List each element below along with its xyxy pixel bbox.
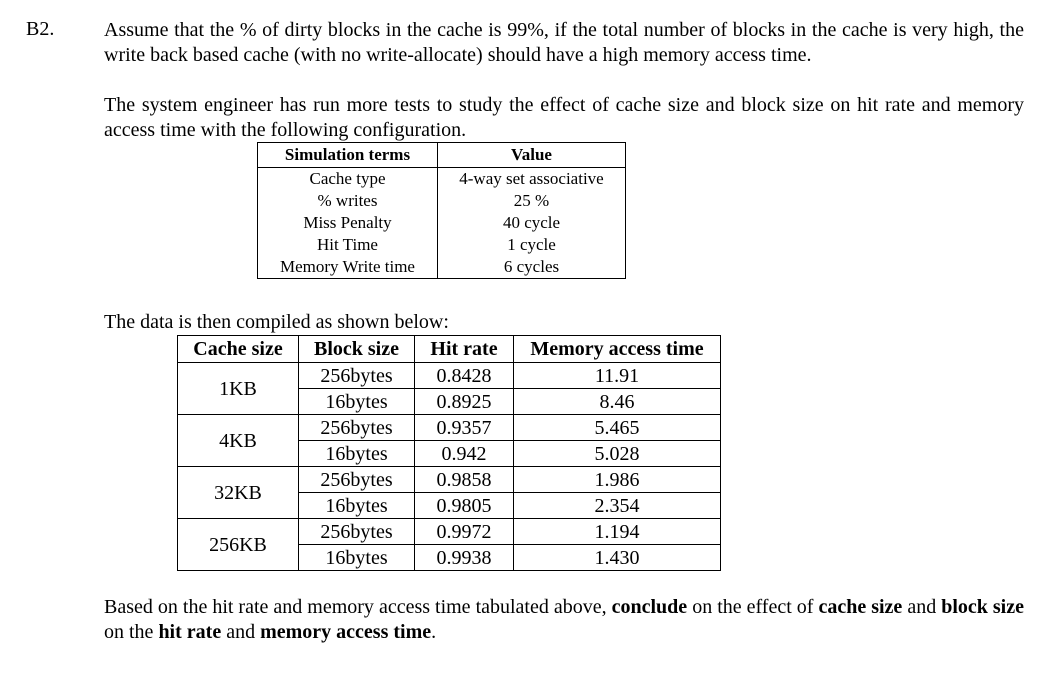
config-header-value: Value [438, 143, 626, 168]
memory-access-time-cell: 1.986 [514, 467, 721, 493]
block-size-cell: 256bytes [299, 415, 415, 441]
block-size-cell: 256bytes [299, 467, 415, 493]
conclusion-prompt [104, 595, 1024, 645]
config-row [258, 212, 626, 234]
conclusion-emphasis: hit rate [158, 621, 222, 643]
block-size-cell: 16bytes [299, 493, 415, 519]
conclusion-text: . [431, 621, 437, 643]
cache-size-cell: 32KB [178, 467, 299, 519]
table-row [178, 415, 721, 441]
hit-rate-cell: 0.9357 [415, 415, 514, 441]
block-size-cell: 256bytes [299, 519, 415, 545]
question-statement: Assume that the % of dirty blocks in the cache is 99%, if the total number of blocks in the cache is very high, the write back based cache (with no write-allocate) should have a high memory access time. [104, 19, 1024, 66]
conclusion-text: on the [104, 621, 159, 643]
config-value: 40 cycle [438, 212, 626, 234]
hit-rate-cell: 0.942 [415, 441, 514, 467]
config-value: 4-way set associative [438, 168, 626, 191]
config-value: 1 cycle [438, 234, 626, 256]
config-row [258, 234, 626, 256]
table-row [178, 467, 721, 493]
memory-access-time-cell: 2.354 [514, 493, 721, 519]
config-term: % writes [258, 190, 438, 212]
memory-access-time-cell: 1.194 [514, 519, 721, 545]
conclusion-text: and [221, 621, 261, 643]
data-intro: The data is then compiled as shown below: [104, 311, 449, 333]
header-block-size: Block size [299, 336, 415, 363]
cache-size-cell: 1KB [178, 363, 299, 415]
conclusion-emphasis: cache size [818, 596, 903, 618]
config-term: Hit Time [258, 234, 438, 256]
configuration-intro: The system engineer has run more tests to study the effect of cache size and block size on hit rate and memory access time with the following configuration. [104, 94, 1024, 141]
memory-access-time-cell: 8.46 [514, 389, 721, 415]
header-memory-access-time: Memory access time [514, 336, 721, 363]
memory-access-time-cell: 5.028 [514, 441, 721, 467]
hit-rate-cell: 0.8428 [415, 363, 514, 389]
config-header-row [258, 143, 626, 168]
config-value: 25 % [438, 190, 626, 212]
conclusion-text: and [902, 596, 942, 618]
config-term: Miss Penalty [258, 212, 438, 234]
block-size-cell: 256bytes [299, 363, 415, 389]
cache-size-cell: 256KB [178, 519, 299, 571]
cache-size-cell: 4KB [178, 415, 299, 467]
block-size-cell: 16bytes [299, 545, 415, 571]
hit-rate-cell: 0.8925 [415, 389, 514, 415]
block-size-cell: 16bytes [299, 441, 415, 467]
conclusion-emphasis: memory access time [260, 621, 432, 643]
memory-access-time-cell: 5.465 [514, 415, 721, 441]
hit-rate-cell: 0.9858 [415, 467, 514, 493]
config-row [258, 168, 626, 191]
table-row [178, 363, 721, 389]
conclusion-text: Based on the hit rate and memory access time tabulated above, [104, 596, 612, 618]
table-row [178, 519, 721, 545]
hit-rate-cell: 0.9972 [415, 519, 514, 545]
config-term: Memory Write time [258, 256, 438, 279]
block-size-cell: 16bytes [299, 389, 415, 415]
header-hit-rate: Hit rate [415, 336, 514, 363]
config-row [258, 256, 626, 279]
config-row [258, 190, 626, 212]
memory-access-time-cell: 1.430 [514, 545, 721, 571]
memory-access-time-cell: 11.91 [514, 363, 721, 389]
config-term: Cache type [258, 168, 438, 191]
conclusion-text: on the effect of [687, 596, 819, 618]
configuration-table [257, 142, 626, 279]
conclusion-emphasis: conclude [611, 596, 688, 618]
results-header-row [178, 336, 721, 363]
conclusion-emphasis: block size [941, 596, 1024, 618]
header-cache-size: Cache size [178, 336, 299, 363]
config-value: 6 cycles [438, 256, 626, 279]
config-header-terms: Simulation terms [258, 143, 438, 168]
hit-rate-cell: 0.9805 [415, 493, 514, 519]
question-number: B2. [26, 18, 55, 40]
results-table [177, 335, 721, 571]
hit-rate-cell: 0.9938 [415, 545, 514, 571]
